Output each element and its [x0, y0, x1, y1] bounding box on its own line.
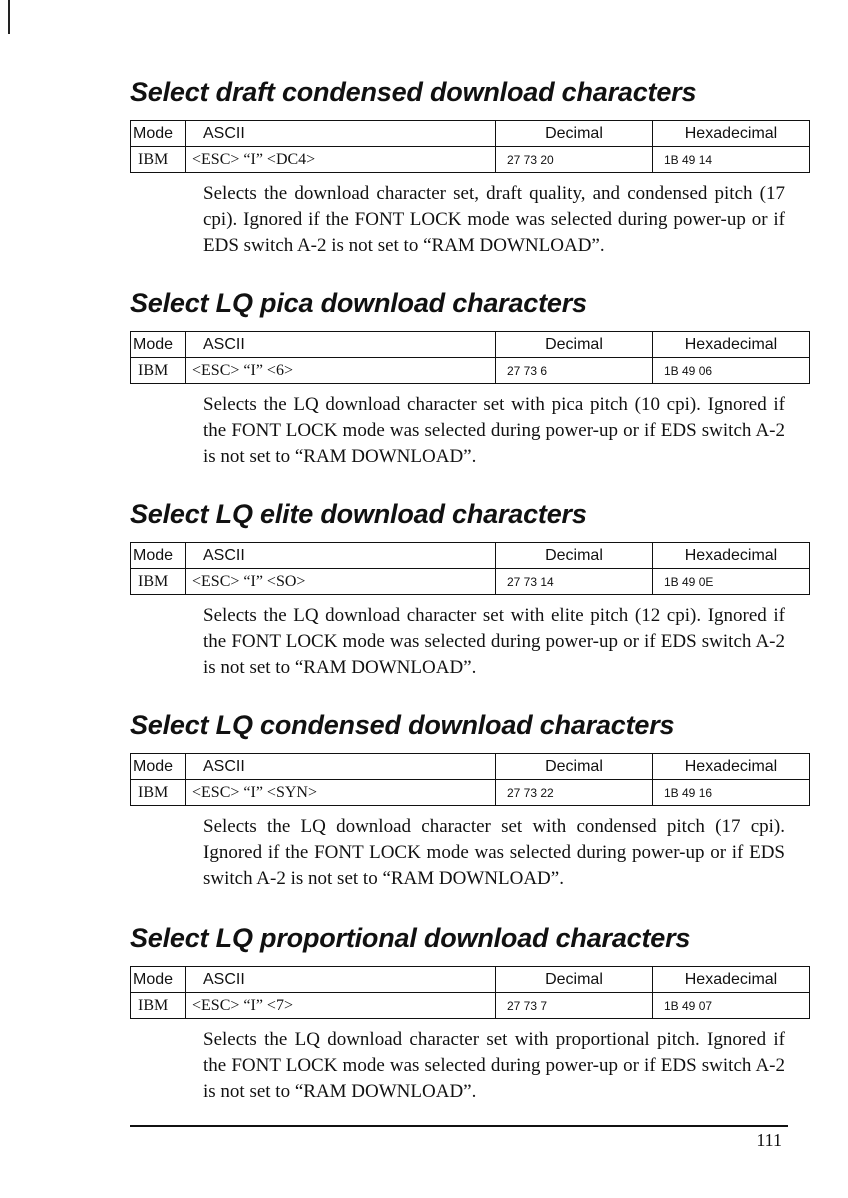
mode-cell: IBM	[131, 358, 186, 384]
col-decimal-header: Decimal	[496, 967, 653, 993]
section-heading: Select LQ pica download characters	[130, 288, 587, 318]
section-heading: Select draft condensed download characters	[130, 77, 697, 107]
col-hex-header: Hexadecimal	[653, 121, 810, 147]
section-description: Selects the download character set, draft quality, and condensed pitch (17 cpi). Ignored if the FONT LOCK mode was selected during power-up or if EDS switch A-2 is not set to “RAM DOWNLOAD”.	[203, 183, 785, 256]
col-ascii-header: ASCII	[186, 967, 496, 993]
hex-cell: 1B 49 07	[653, 993, 810, 1019]
ascii-cell: <ESC> “I” <7>	[186, 993, 496, 1019]
ascii-cell: <ESC> “I” <SO>	[186, 569, 496, 595]
section-description: Selects the LQ download character set with condensed pitch (17 cpi). Ignored if the FONT LOCK mode was selected during power-up or if EDS switch A-2 is not set to “RAM DOWNLOAD”.	[203, 816, 785, 889]
col-hex-header: Hexadecimal	[653, 543, 810, 569]
col-ascii-header: ASCII	[186, 543, 496, 569]
mode-cell: IBM	[131, 993, 186, 1019]
command-table	[130, 542, 810, 595]
col-hex-header: Hexadecimal	[653, 332, 810, 358]
command-table	[130, 753, 810, 806]
section-lq-elite	[130, 498, 790, 681]
section-draft-condensed	[130, 76, 790, 259]
hex-cell: 1B 49 14	[653, 147, 810, 173]
col-mode-header: Mode	[131, 754, 186, 780]
col-mode-header: Mode	[131, 967, 186, 993]
command-table	[130, 966, 810, 1019]
ascii-cell: <ESC> “I” <DC4>	[186, 147, 496, 173]
mode-cell: IBM	[131, 569, 186, 595]
mode-cell: IBM	[131, 147, 186, 173]
col-decimal-header: Decimal	[496, 543, 653, 569]
decimal-cell: 27 73 6	[496, 358, 653, 384]
command-table	[130, 120, 810, 173]
section-description: Selects the LQ download character set with pica pitch (10 cpi). Ignored if the FONT LOCK mode was selected during power-up or if EDS switch A-2 is not set to “RAM DOWNLOAD”.	[203, 394, 785, 467]
col-decimal-header: Decimal	[496, 332, 653, 358]
ascii-cell: <ESC> “I” <SYN>	[186, 780, 496, 806]
col-mode-header: Mode	[131, 543, 186, 569]
col-hex-header: Hexadecimal	[653, 967, 810, 993]
hex-cell: 1B 49 0E	[653, 569, 810, 595]
hex-cell: 1B 49 06	[653, 358, 810, 384]
col-mode-header: Mode	[131, 332, 186, 358]
footer-rule	[130, 1125, 788, 1127]
col-decimal-header: Decimal	[496, 754, 653, 780]
section-lq-proportional	[130, 922, 790, 1105]
section-heading: Select LQ condensed download characters	[130, 710, 675, 740]
decimal-cell: 27 73 22	[496, 780, 653, 806]
margin-mark	[8, 0, 10, 34]
mode-cell: IBM	[131, 780, 186, 806]
col-mode-header: Mode	[131, 121, 186, 147]
ascii-cell: <ESC> “I” <6>	[186, 358, 496, 384]
command-table	[130, 331, 810, 384]
section-description: Selects the LQ download character set with elite pitch (12 cpi). Ignored if the FONT LOCK mode was selected during power-up or if EDS switch A-2 is not set to “RAM DOWNLOAD”.	[203, 605, 785, 678]
decimal-cell: 27 73 20	[496, 147, 653, 173]
section-lq-pica	[130, 287, 790, 470]
decimal-cell: 27 73 7	[496, 993, 653, 1019]
hex-cell: 1B 49 16	[653, 780, 810, 806]
decimal-cell: 27 73 14	[496, 569, 653, 595]
col-hex-header: Hexadecimal	[653, 754, 810, 780]
page-number: 111	[756, 1130, 782, 1150]
section-heading: Select LQ proportional download characters	[130, 923, 691, 953]
col-ascii-header: ASCII	[186, 754, 496, 780]
col-ascii-header: ASCII	[186, 332, 496, 358]
section-description: Selects the LQ download character set with proportional pitch. Ignored if the FONT LOCK mode was selected during power-up or if EDS switch A-2 is not set to “RAM DOWNLOAD”.	[203, 1029, 785, 1102]
section-heading: Select LQ elite download characters	[130, 499, 587, 529]
section-lq-condensed	[130, 709, 790, 892]
col-ascii-header: ASCII	[186, 121, 496, 147]
col-decimal-header: Decimal	[496, 121, 653, 147]
